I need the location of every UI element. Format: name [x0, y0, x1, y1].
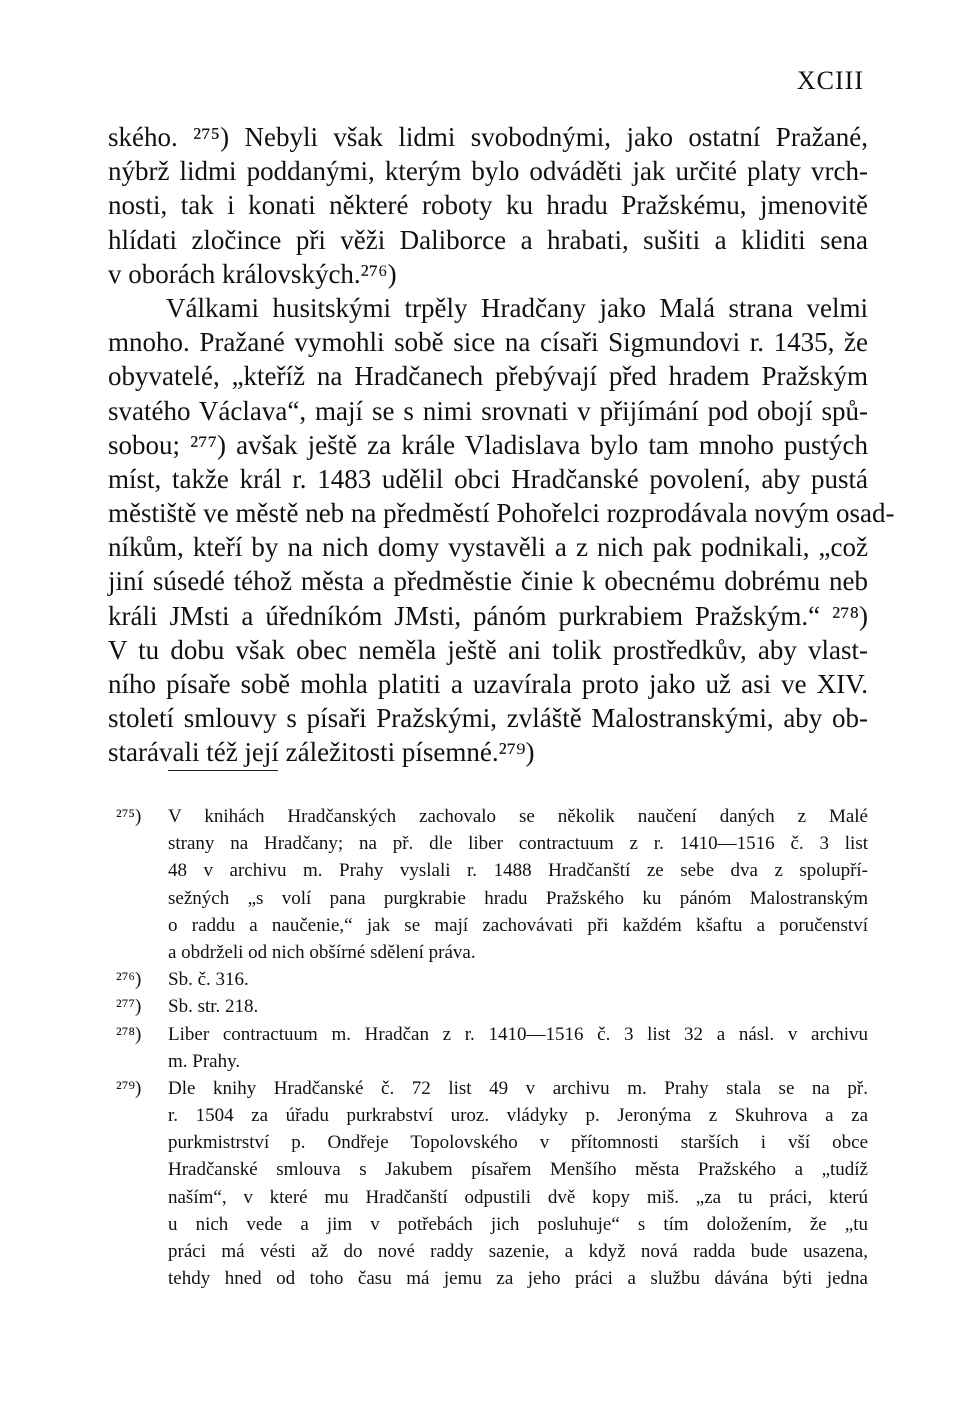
footnote-line [116, 966, 868, 993]
main-text-line: nýbrž lidmi poddanými, kterým bylo odváděti jak určité platy vrch- [108, 156, 868, 187]
main-text-line: svatého Václava“, mají se s nimi srovnati v přijímání pod obojí spů- [108, 395, 868, 426]
footnote-marker: ²⁷⁵) [116, 806, 142, 827]
footnote-line: práci má vésti až do nové raddy sazenie, a když nová radda bude usazena, [168, 1241, 868, 1262]
footnote-line: r. 1504 za úřadu purkrabství uroz. vládyky p. Jeronýma z Skuhrova a za [168, 1105, 868, 1127]
footnote-marker: ²⁷⁷) [116, 996, 142, 1018]
footnote-line: naším“, v které mu Hradčanští odpustili dvě kopy miš. „za tu práci, kterú [168, 1186, 868, 1208]
footnote-text: Sb. č. 316. [168, 969, 249, 991]
footnote-line: m. Prahy. [168, 1050, 241, 1072]
footnote-278 [116, 1021, 868, 1075]
footnote-text: Dle knihy Hradčanské č. 72 list 49 v archivu m. Prahy stala se na př. [168, 1077, 868, 1099]
footnote-line: u nich vede a jim v potřebách jich posluhuje“ s tím doložením, že „tu [168, 1213, 868, 1235]
footnote-line [116, 1075, 868, 1102]
footnote-line: o raddu a naučenie,“ jak se mají zachovávati při každém kšaftu a poručenství [168, 914, 868, 936]
footnote-line: a obdrželi od nich obšírné sdělení práva. [168, 941, 476, 963]
main-text-line: Válkami husitskými trpěly Hradčany jako Malá strana velmi [166, 292, 868, 323]
footnote-line: purkmistrství p. Ondřeje Topolovského v přítomnosti starších i vší obce [168, 1132, 868, 1154]
main-text-line: v oborách královských.²⁷⁶) [108, 258, 397, 289]
footnote-line [116, 993, 868, 1020]
main-text-line: obyvatelé, „kteříž na Hradčanech přebývají před hradem Pražským [108, 361, 868, 392]
footnote-276 [116, 966, 868, 993]
main-text-line: století smlouvy s písaři Pražskými, zvláště Malostranskými, aby ob- [108, 703, 868, 734]
main-text-line: hlídati zločince při věži Daliborce a hrabati, sušiti a kliditi sena [108, 224, 868, 255]
footnote-line [116, 803, 868, 830]
footnote-marker: ²⁷⁹) [116, 1077, 142, 1099]
footnote-line: tehdy hned od toho času má jemu za jeho práci a službu dávána býti jedna [168, 1268, 868, 1290]
footnote-line: 48 v archivu m. Prahy vyslali r. 1488 Hradčanští ze sebe dva z spolupří- [168, 860, 868, 882]
footnote-text: V knihách Hradčanských zachovalo se několik naučení daných z Malé [168, 806, 868, 827]
footnote-275 [116, 803, 868, 966]
footnotes [116, 803, 868, 1292]
main-text-line: jiní súsedé téhož města a předměstie činie k obecnému dobrému neb [108, 566, 868, 597]
main-text [108, 120, 895, 770]
main-text-line: starávali též její záležitosti písemné.²⁷⁹) [108, 737, 535, 768]
footnote-text: Sb. str. 218. [168, 996, 259, 1018]
footnote-line: Hradčanské smlouva s Jakubem písařem Menšího města Pražského a „tudíž [168, 1159, 868, 1181]
footnote-line [116, 1021, 868, 1048]
main-text-line: nosti, tak i konati některé roboty ku hradu Pražskému, jmenovitě [108, 190, 868, 221]
footnote-text: Liber contractuum m. Hradčan z r. 1410—1516 č. 3 list 32 a násl. v archivu [168, 1023, 868, 1045]
main-text-line: V tu dobu však obec neměla ještě ani tolik prostředkův, aby vlast- [108, 634, 868, 665]
main-text-line: níkům, kteří by na nich domy vystavěli a z nich pak podnikali, „což [108, 532, 868, 563]
footnote-line: sežných „s volí pana purgkrabie hradu Pražského ku pánóm Malostranským [168, 887, 868, 909]
footnote-line: strany na Hradčany; na př. dle liber contractuum z r. 1410—1516 č. 3 list [168, 833, 868, 855]
page-number: XCIII [796, 66, 864, 95]
footnote-277 [116, 993, 868, 1020]
footnote-marker: ²⁷⁶) [116, 969, 142, 991]
footnote-separator [168, 770, 278, 771]
main-text-line: mnoho. Pražané vymohli sobě sice na císaři Sigmundovi r. 1435, že [108, 327, 868, 358]
main-text-line: ského. ²⁷⁵) Nebyli však lidmi svobodnými, jako ostatní Pražané, [108, 122, 868, 152]
main-text-line: ního písaře sobě mohla platiti a uzavírala proto jako už asi ve XIV. [108, 669, 868, 699]
main-text-line: míst, takže král r. 1483 udělil obci Hradčanské povolení, aby pustá [108, 463, 868, 494]
main-text-line: králi JMsti a úředníkóm JMsti, pánóm purkrabiem Pražským.“ ²⁷⁸) [108, 600, 868, 631]
main-text-line: sobou; ²⁷⁷) avšak ještě za krále Vladislava bylo tam mnoho pustých [108, 429, 868, 460]
footnote-279 [116, 1075, 868, 1293]
footnote-marker: ²⁷⁸) [116, 1023, 142, 1045]
main-text-line: městiště ve městě neb na předměstí Pohořelci rozprodávala novým osad- [108, 498, 895, 529]
